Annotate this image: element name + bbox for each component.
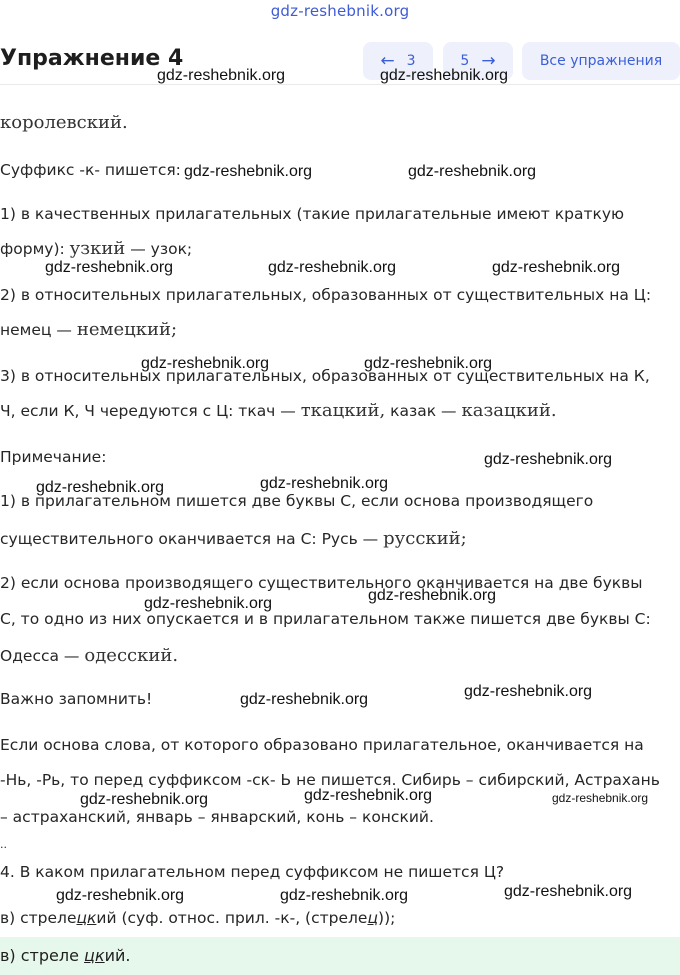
text-fragment: Одесса — (0, 647, 80, 665)
text-fragment: — узок; (130, 240, 193, 258)
text-line: -Нь, -Рь, то перед суффиксом -ск- Ь не пишется. Сибирь – сибирский, Астрахань (0, 771, 660, 789)
watermark: gdz-reshebnik.org (260, 475, 389, 492)
text-line (0, 528, 676, 549)
watermark: gdz-reshebnik.org (36, 479, 165, 496)
watermark: gdz-reshebnik.org (56, 887, 185, 904)
word-example: узкий (69, 238, 126, 259)
prev-exercise-label: 3 (406, 53, 416, 69)
text-line (0, 909, 676, 927)
watermark: gdz-reshebnik.org (184, 163, 313, 180)
prev-exercise-button[interactable] (363, 42, 433, 80)
text-line: – астраханский, январь – январский, конь – конский. (0, 808, 434, 826)
text-line: королевский. (0, 112, 128, 133)
question-text: 4. В каком прилагательном перед суффиксом не пишется Ц? (0, 863, 505, 881)
watermark: gdz-reshebnik.org (144, 595, 273, 612)
watermark: gdz-reshebnik.org (492, 259, 621, 276)
watermark: gdz-reshebnik.org (368, 587, 497, 604)
watermark: gdz-reshebnik.org (380, 67, 509, 84)
word-example: немецкий; (76, 319, 178, 340)
text-line: Если основа слова, от которого образовано прилагательное, оканчивается на (0, 736, 644, 754)
watermark: gdz-reshebnik.org (80, 791, 209, 808)
text-line: .. (0, 838, 7, 851)
cut-text-line (0, 84, 680, 93)
watermark: gdz-reshebnik.org (304, 787, 433, 804)
suffix-mark: ц (367, 909, 379, 927)
next-exercise-button[interactable] (443, 42, 513, 80)
word-example: русский; (383, 528, 467, 549)
text-line (0, 319, 676, 340)
text-line: 2) если основа производящего существительного оканчивается на две буквы (0, 574, 643, 592)
answer-bar (0, 937, 680, 975)
next-exercise-label: 5 (460, 53, 470, 69)
word-example: одесский. (84, 645, 179, 666)
text-line: С, то одно из них опускается и в прилагательном также пишется две буквы С: (0, 610, 651, 628)
text-fragment: ий. (104, 946, 131, 965)
page-header (0, 42, 680, 82)
text-fragment: ий (суф. относ. прил. -к-, (стреле (96, 909, 368, 927)
text-line (0, 400, 676, 421)
watermark: gdz-reshebnik.org (364, 355, 493, 372)
watermark: gdz-reshebnik.org (464, 683, 593, 700)
suffix-mark: цк (84, 946, 105, 965)
watermark: gdz-reshebnik.org (280, 887, 409, 904)
suffix-mark: цк (76, 909, 97, 927)
all-exercises-button[interactable]: Все упражнения (522, 42, 680, 80)
watermark: gdz-reshebnik.org (141, 355, 270, 372)
text-line: 3) в относительных прилагательных, образованных от существительных на К, (0, 367, 650, 385)
text-line: Важно запомнить! (0, 690, 153, 708)
watermark: gdz-reshebnik.org (240, 691, 369, 708)
text-fragment: казак — (390, 402, 457, 420)
page-title: Упражнение 4 (0, 46, 184, 71)
watermark: gdz-reshebnik.org (484, 451, 613, 468)
text-line: 1) в прилагательном пишется две буквы С, если основа производящего (0, 492, 594, 510)
text-line: Суффикс -к- пишется: (0, 161, 181, 179)
answer-text (0, 946, 131, 965)
text-fragment: немец — (0, 321, 72, 339)
text-line: 2) в относительных прилагательных, образованных от существительных на Ц: (0, 286, 652, 304)
word-example: ткацкий, (300, 400, 386, 421)
watermark: gdz-reshebnik.org (45, 259, 174, 276)
watermark: gdz-reshebnik.org (157, 67, 286, 84)
text-line (0, 645, 676, 666)
arrow-right-icon: → (481, 50, 496, 71)
watermark: gdz-reshebnik.org (552, 791, 649, 805)
text-line (0, 238, 676, 259)
site-watermark-top: gdz-reshebnik.org (270, 2, 410, 20)
arrow-left-icon: ← (380, 50, 395, 71)
text-line: Примечание: (0, 448, 107, 466)
text-fragment: в) стреле (0, 909, 77, 927)
watermark: gdz-reshebnik.org (408, 163, 537, 180)
word-example: казацкий. (461, 400, 557, 421)
watermark: gdz-reshebnik.org (504, 883, 633, 900)
text-fragment: форму): (0, 240, 65, 258)
text-fragment: Ч, если К, Ч чередуются с Ц: ткач — (0, 402, 296, 420)
watermark: gdz-reshebnik.org (268, 259, 397, 276)
text-fragment: существительного оканчивается на С: Русь — (0, 530, 379, 548)
text-line: 1) в качественных прилагательных (такие прилагательные имеют краткую (0, 205, 625, 223)
text-fragment: )); (378, 909, 396, 927)
text-fragment: в) стреле (0, 946, 79, 965)
